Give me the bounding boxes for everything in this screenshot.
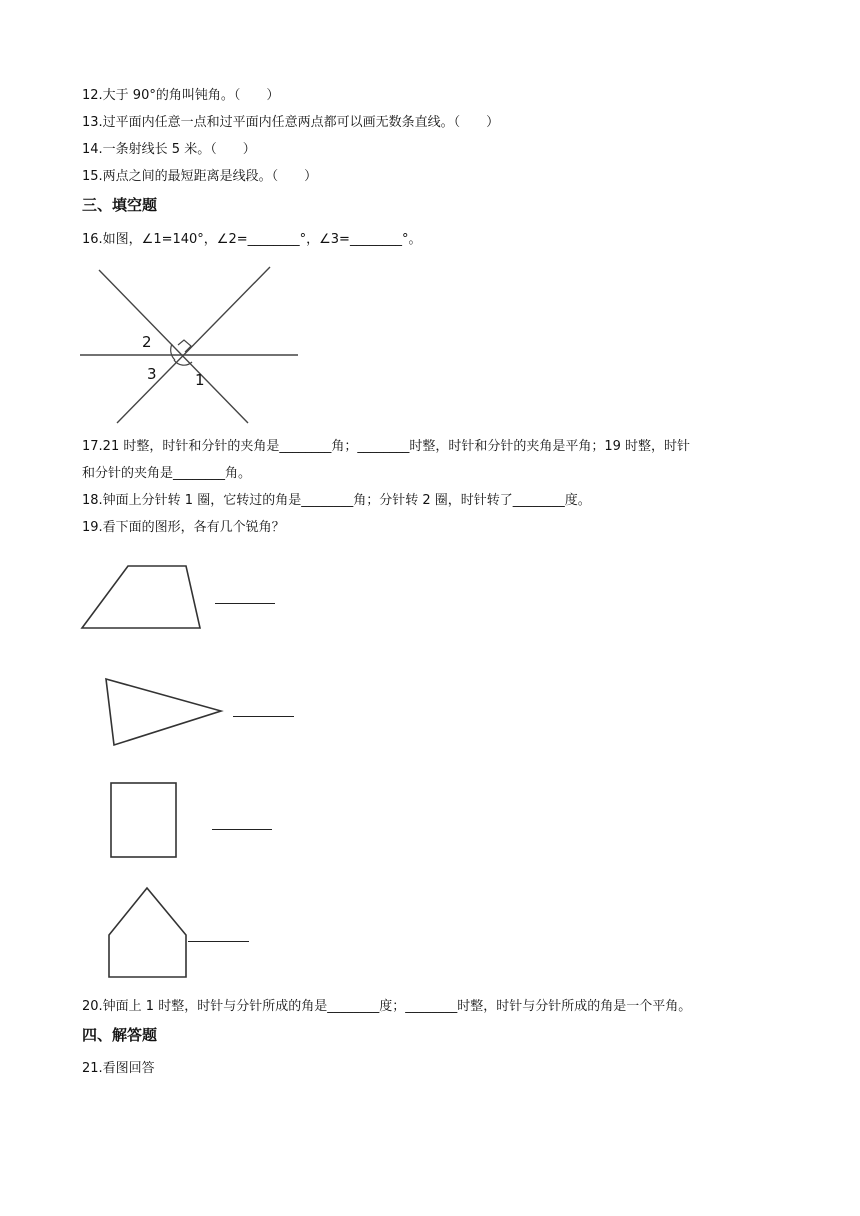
angle-label-1: 1	[195, 371, 205, 389]
pentagon-house-icon	[109, 888, 186, 977]
answer-blank-pentagon[interactable]	[188, 941, 249, 942]
question-16: 16.如图，∠1=140°，∠2=________°，∠3=________°。	[82, 232, 422, 247]
question-21: 21.看图回答	[82, 1061, 155, 1076]
rectangle-icon	[111, 783, 176, 857]
question-20: 20.钟面上 1 时整，时针与分针所成的角是________度；________时整，时针与分针所成的角是一个平角。	[82, 999, 692, 1014]
question-13: 13.过平面内任意一点和过平面内任意两点都可以画无数条直线。（ ）	[82, 115, 500, 130]
question-17-line-2: 和分针的夹角是________角。	[82, 466, 252, 481]
triangle-icon	[106, 679, 221, 745]
question-18: 18.钟面上分针转 1 圈，它转过的角是________角；分针转 2 圈，时针转了________度。	[82, 493, 591, 508]
angle-label-2: 2	[142, 333, 152, 351]
question-19: 19.看下面的图形，各有几个锐角？	[82, 520, 285, 535]
section-title-fill-in: 三、填空题	[82, 196, 158, 214]
answer-blank-rectangle[interactable]	[212, 829, 272, 830]
question-14: 14.一条射线长 5 米。（ ）	[82, 142, 256, 157]
answer-blank-triangle[interactable]	[233, 716, 294, 717]
answer-blank-trapezoid[interactable]	[215, 603, 275, 604]
trapezoid-icon	[82, 566, 200, 628]
section-title-answer: 四、解答题	[82, 1026, 158, 1044]
question-12: 12.大于 90°的角叫钝角。（ ）	[82, 88, 280, 103]
angle-label-3: 3	[147, 365, 157, 383]
question-17-line-1: 17.21 时整，时针和分针的夹角是________角；________时整，时针和分针的夹角是平角；19 时整，时针	[82, 439, 691, 454]
question-15: 15.两点之间的最短距离是线段。（ ）	[82, 169, 318, 184]
